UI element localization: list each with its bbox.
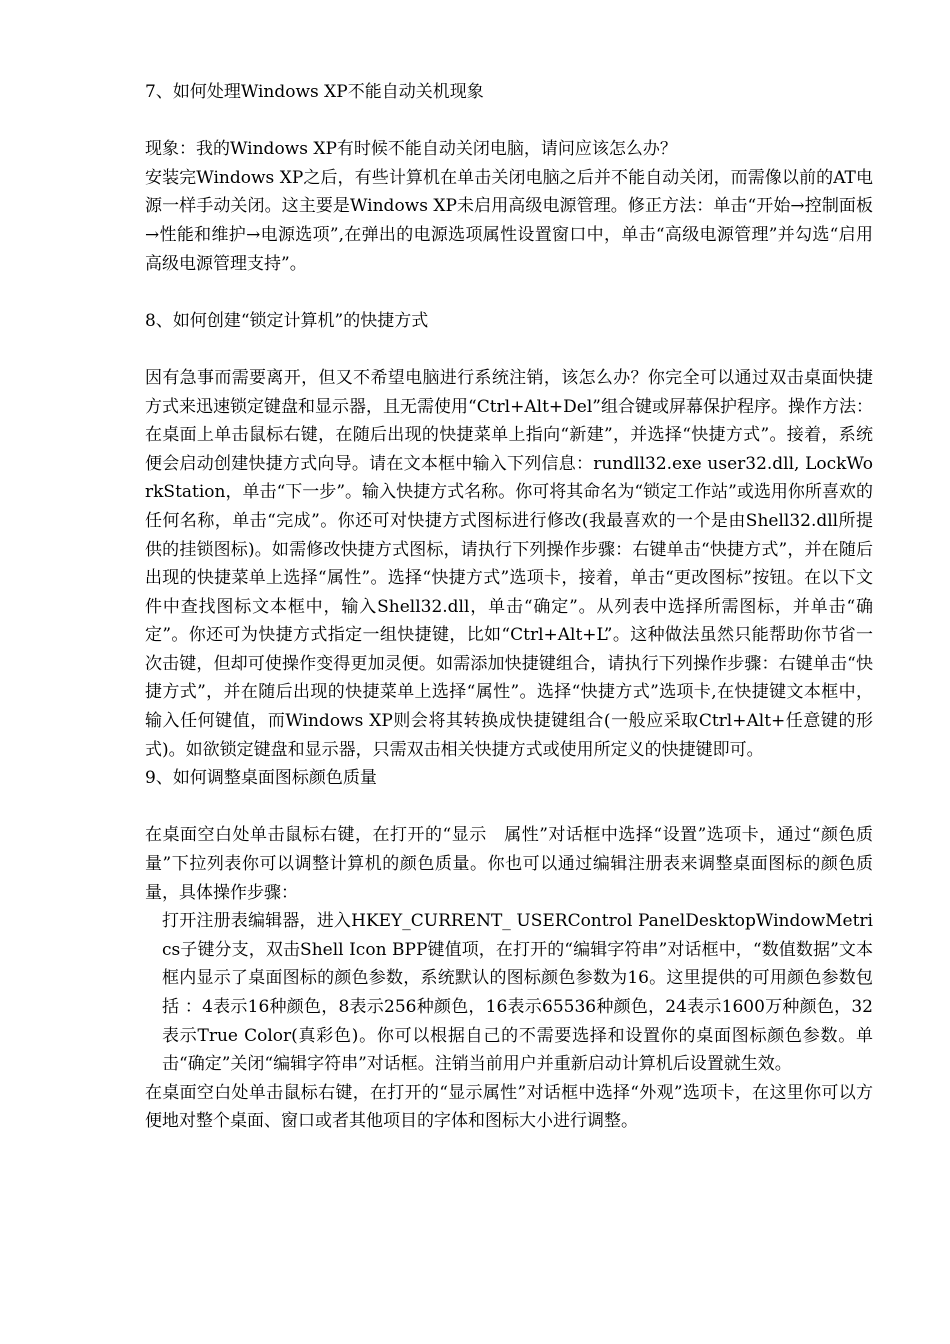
section-8-heading: 8、如何创建“锁定计算机”的快捷方式 (145, 310, 429, 331)
section-9-paragraph-registry: 打开注册表编辑器，进入HKEY_CURRENT_ USERControl PanelDesktopWindowMetrics子键分支，双击Shell Icon BPP键值项，在打开的“编辑字符串”对话框中，“数值数据”文本框内显示了桌面图标的颜色参数，系统默认的图标颜色参数为16。这里提供的可用颜色参数包括 ：4表示16种颜色，8表示256种颜色，16表示65536种颜色，24表示1600万种颜色，32表示True Color(真彩色)。你可以根据自己的不需要选择和设置你的桌面图标颜色参数。单击“确定”关闭“编辑字符串”对话框。注销当前用户并重新启动计算机后设置就生效。 (162, 911, 873, 1075)
section-7-paragraph-symptom: 现象：我的Windows XP有时候不能自动关闭电脑，请问应该怎么办？ (145, 139, 677, 160)
section-8-paragraph-body: 因有急事而需要离开，但又不希望电脑进行系统注销，该怎么办？你完全可以通过双击桌面快捷方式来迅速锁定键盘和显示器，且无需使用“Ctrl+Alt+Del”组合键或屏幕保护程序。操作方法：在桌面上单击鼠标右键，在随后出现的快捷菜单上指向“新建”，并选择“快捷方式”。接着，系统便会启动创建快捷方式向导。请在文本框中输入下列信息：rundll32.exe user32.dll, LockWorkStation，单击“下一步”。输入快捷方式名称。你可将其命名为“锁定工作站”或选用你所喜欢的任何名称，单击“完成”。你还可对快捷方式图标进行修改(我最喜欢的一个是由Shell32.dll所提供的挂锁图标)。如需修改快捷方式图标，请执行下列操作步骤：右键单击“快捷方式”，并在随后出现的快捷菜单上选择“属性”。选择“快捷方式”选项卡，接着，单击“更改图标”按钮。在以下文件中查找图标文本框中，输入Shell32.dll，单击“确定”。从列表中选择所需图标，并单击“确定”。你还可为快捷方式指定一组快捷键，比如“Ctrl+Alt+L”。这种做法虽然只能帮助你节省一次击键，但却可使操作变得更加灵便。如需添加快捷键组合，请执行下列操作步骤：右键单击“快捷方式”，并在随后出现的快捷菜单上选择“属性”。选择“快捷方式”选项卡,在快捷键文本框中，输入任何键值，而Windows XP则会将其转换成快捷键组合(一般应采取Ctrl+Alt+任意键的形式)。如欲锁定键盘和显示器，只需双击相关快捷方式或使用所定义的快捷键即可。 (145, 367, 873, 760)
section-9-paragraph-intro: 在桌面空白处单击鼠标右键，在打开的“显示 属性”对话框中选择“设置”选项卡，通过“颜色质量”下拉列表你可以调整计算机的颜色质量。你也可以通过编辑注册表来调整桌面图标的颜色质量，具体操作步骤： (145, 825, 873, 903)
blank-line (145, 793, 873, 822)
document-page (145, 78, 873, 1136)
section-7-heading: 7、如何处理Windows XP不能自动关机现象 (145, 82, 484, 102)
section-9-heading: 9、如何调整桌面图标颜色质量 (145, 768, 377, 789)
blank-line (145, 107, 873, 136)
blank-line (145, 278, 873, 307)
section-7-paragraph-solution: 安装完Windows XP之后，有些计算机在单击关闭电脑之后并不能自动关闭，而需像以前的AT电源一样手动关闭。这主要是Windows XP未启用高级电源管理。修正方法：单击“开始→控制面板→性能和维护→电源选项”,在弹出的电源选项属性设置窗口中，单击“高级电源管理”并勾选“启用高级电源管理支持”。 (145, 167, 873, 274)
section-9-paragraph-appearance: 在桌面空白处单击鼠标右键，在打开的“显示属性”对话框中选择“外观”选项卡，在这里你可以方便地对整个桌面、窗口或者其他项目的字体和图标大小进行调整。 (145, 1082, 873, 1132)
blank-line (145, 335, 873, 364)
